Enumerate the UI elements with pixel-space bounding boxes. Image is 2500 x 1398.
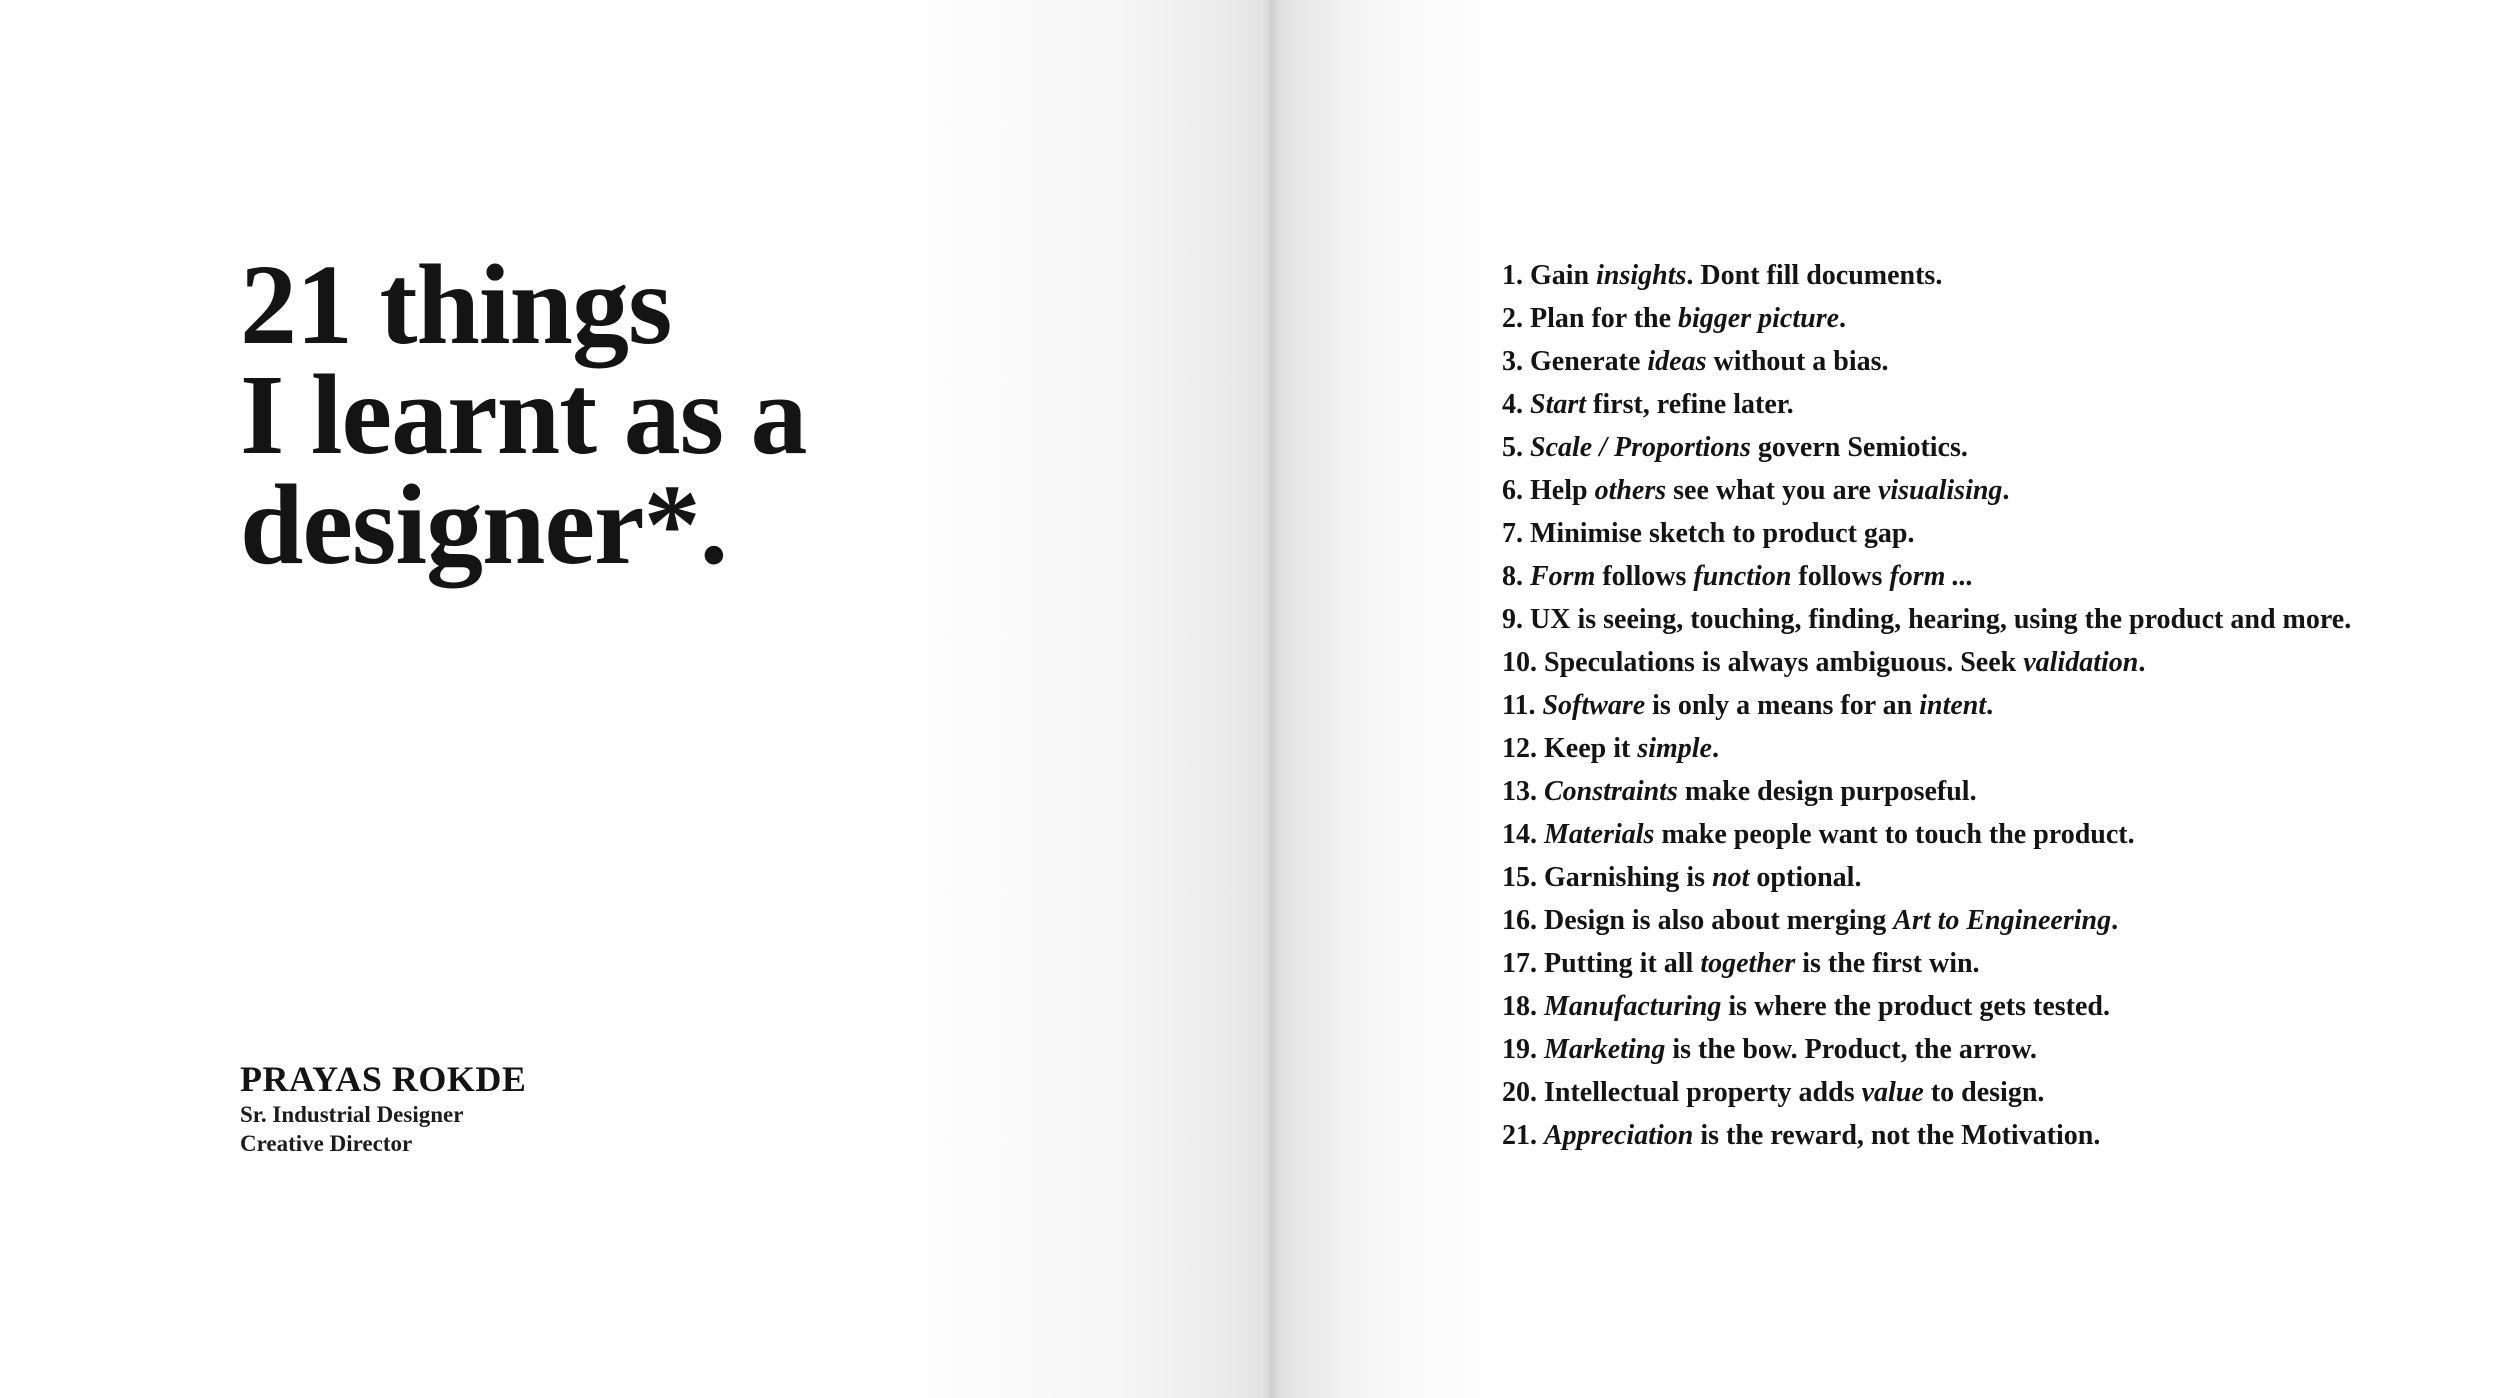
- lesson-emphasis: function: [1693, 561, 1792, 592]
- lesson-text: 12. Keep it: [1502, 733, 1638, 764]
- lesson-item: [1502, 727, 2351, 770]
- lesson-item: [1502, 641, 2351, 684]
- lesson-emphasis: simple: [1637, 733, 1712, 764]
- lesson-text: 19.: [1502, 1034, 1544, 1065]
- lesson-item: [1502, 899, 2351, 942]
- lesson-emphasis: not: [1712, 862, 1750, 893]
- lesson-text: follows: [1595, 561, 1694, 592]
- lesson-emphasis: Appreciation: [1544, 1120, 1694, 1151]
- title-line-1: 21 things: [240, 241, 672, 368]
- lesson-item: [1502, 813, 2351, 856]
- lesson-item: [1502, 340, 2351, 383]
- lesson-text: 7. Minimise sketch to product gap.: [1502, 518, 1915, 549]
- lesson-emphasis: form ...: [1889, 561, 1974, 592]
- lesson-emphasis: visualising: [1877, 475, 2003, 506]
- lesson-emphasis: Scale / Proportions: [1530, 432, 1751, 463]
- lesson-item: [1502, 254, 2351, 297]
- page-title: [240, 241, 807, 588]
- lesson-item: [1502, 1028, 2351, 1071]
- lesson-item: [1502, 770, 2351, 813]
- author-name: PRAYAS ROKDE: [240, 1059, 527, 1099]
- lesson-emphasis: Manufacturing: [1544, 991, 1722, 1022]
- author-role-2: Creative Director: [240, 1131, 413, 1156]
- lesson-text: is the reward, not the Motivation.: [1693, 1120, 2101, 1151]
- lesson-text: see what you are: [1666, 475, 1878, 506]
- lesson-text: .: [1711, 733, 1719, 764]
- lesson-item: [1502, 1071, 2351, 1114]
- lesson-text: 11.: [1502, 690, 1543, 721]
- lesson-text: without a bias.: [1706, 346, 1889, 377]
- author-role-1: Sr. Industrial Designer: [240, 1102, 464, 1127]
- author-block: [240, 1058, 526, 1158]
- lesson-text: 5.: [1502, 432, 1530, 463]
- lesson-text: 9. UX is seeing, touching, finding, hearing, using the product and more.: [1502, 604, 2352, 635]
- lesson-text: 20. Intellectual property adds: [1502, 1077, 1862, 1108]
- lesson-text: 3. Generate: [1502, 346, 1648, 377]
- lesson-item: [1502, 684, 2351, 727]
- lesson-text: . Dont fill documents.: [1686, 260, 1943, 291]
- lesson-item: [1502, 512, 2351, 555]
- lesson-item: [1502, 942, 2351, 985]
- lesson-emphasis: Form: [1530, 561, 1596, 592]
- lesson-item: [1502, 1114, 2351, 1157]
- lesson-item: [1502, 383, 2351, 426]
- lesson-text: optional.: [1749, 862, 1862, 893]
- lesson-text: 2. Plan for the: [1502, 303, 1679, 334]
- lesson-emphasis: Materials: [1544, 819, 1655, 850]
- lesson-emphasis: ideas: [1647, 346, 1707, 377]
- lesson-text: .: [2138, 647, 2146, 678]
- lessons-list: [1502, 254, 2351, 1157]
- lesson-text: follows: [1791, 561, 1890, 592]
- lesson-text: first, refine later.: [1586, 389, 1794, 420]
- lesson-item: [1502, 297, 2351, 340]
- lesson-text: 10. Speculations is always ambiguous. Seek: [1502, 647, 2024, 678]
- lesson-text: govern Semiotics.: [1750, 432, 1968, 463]
- lesson-text: is where the product gets tested.: [1721, 991, 2110, 1022]
- lesson-text: is the bow. Product, the arrow.: [1665, 1034, 2037, 1065]
- lesson-text: make design purposeful.: [1677, 776, 1977, 807]
- lesson-text: 14.: [1502, 819, 1544, 850]
- lesson-emphasis: Software: [1542, 690, 1646, 721]
- lesson-item: [1502, 426, 2351, 469]
- lesson-text: .: [1839, 303, 1847, 334]
- lesson-item: [1502, 985, 2351, 1028]
- lesson-text: 1. Gain: [1502, 260, 1597, 291]
- lesson-text: is the first win.: [1795, 948, 1980, 979]
- lesson-text: 18.: [1502, 991, 1544, 1022]
- lesson-item: [1502, 856, 2351, 899]
- lesson-text: 4.: [1502, 389, 1530, 420]
- title-line-2: I learnt as a: [240, 351, 807, 478]
- lesson-emphasis: Art to Engineering: [1893, 905, 2112, 936]
- lesson-text: .: [1986, 690, 1994, 721]
- lesson-text: make people want to touch the product.: [1654, 819, 2135, 850]
- lesson-emphasis: Constraints: [1544, 776, 1678, 807]
- lesson-emphasis: validation: [2023, 647, 2139, 678]
- lesson-emphasis: value: [1861, 1077, 1924, 1108]
- lesson-emphasis: insights: [1596, 260, 1687, 291]
- title-line-3: designer*.: [240, 461, 728, 588]
- lesson-emphasis: others: [1594, 475, 1667, 506]
- lesson-emphasis: Marketing: [1544, 1034, 1666, 1065]
- lesson-text: 16. Design is also about merging: [1502, 905, 1894, 936]
- lesson-emphasis: bigger picture: [1678, 303, 1840, 334]
- lesson-emphasis: Start: [1530, 389, 1587, 420]
- lesson-text: to design.: [1923, 1077, 2045, 1108]
- lesson-text: .: [2002, 475, 2010, 506]
- lesson-text: 17. Putting it all: [1502, 948, 1701, 979]
- lesson-item: [1502, 469, 2351, 512]
- book-gutter: [1262, 0, 1278, 1398]
- lesson-text: 21.: [1502, 1120, 1544, 1151]
- lesson-item: [1502, 555, 2351, 598]
- lesson-item: [1502, 598, 2351, 641]
- lesson-emphasis: intent: [1919, 690, 1987, 721]
- lesson-emphasis: together: [1700, 948, 1796, 979]
- lesson-text: 6. Help: [1502, 475, 1595, 506]
- lesson-text: is only a means for an: [1645, 690, 1920, 721]
- lesson-text: .: [2111, 905, 2119, 936]
- lesson-text: 15. Garnishing is: [1502, 862, 1713, 893]
- lesson-text: 13.: [1502, 776, 1544, 807]
- lesson-text: 8.: [1502, 561, 1530, 592]
